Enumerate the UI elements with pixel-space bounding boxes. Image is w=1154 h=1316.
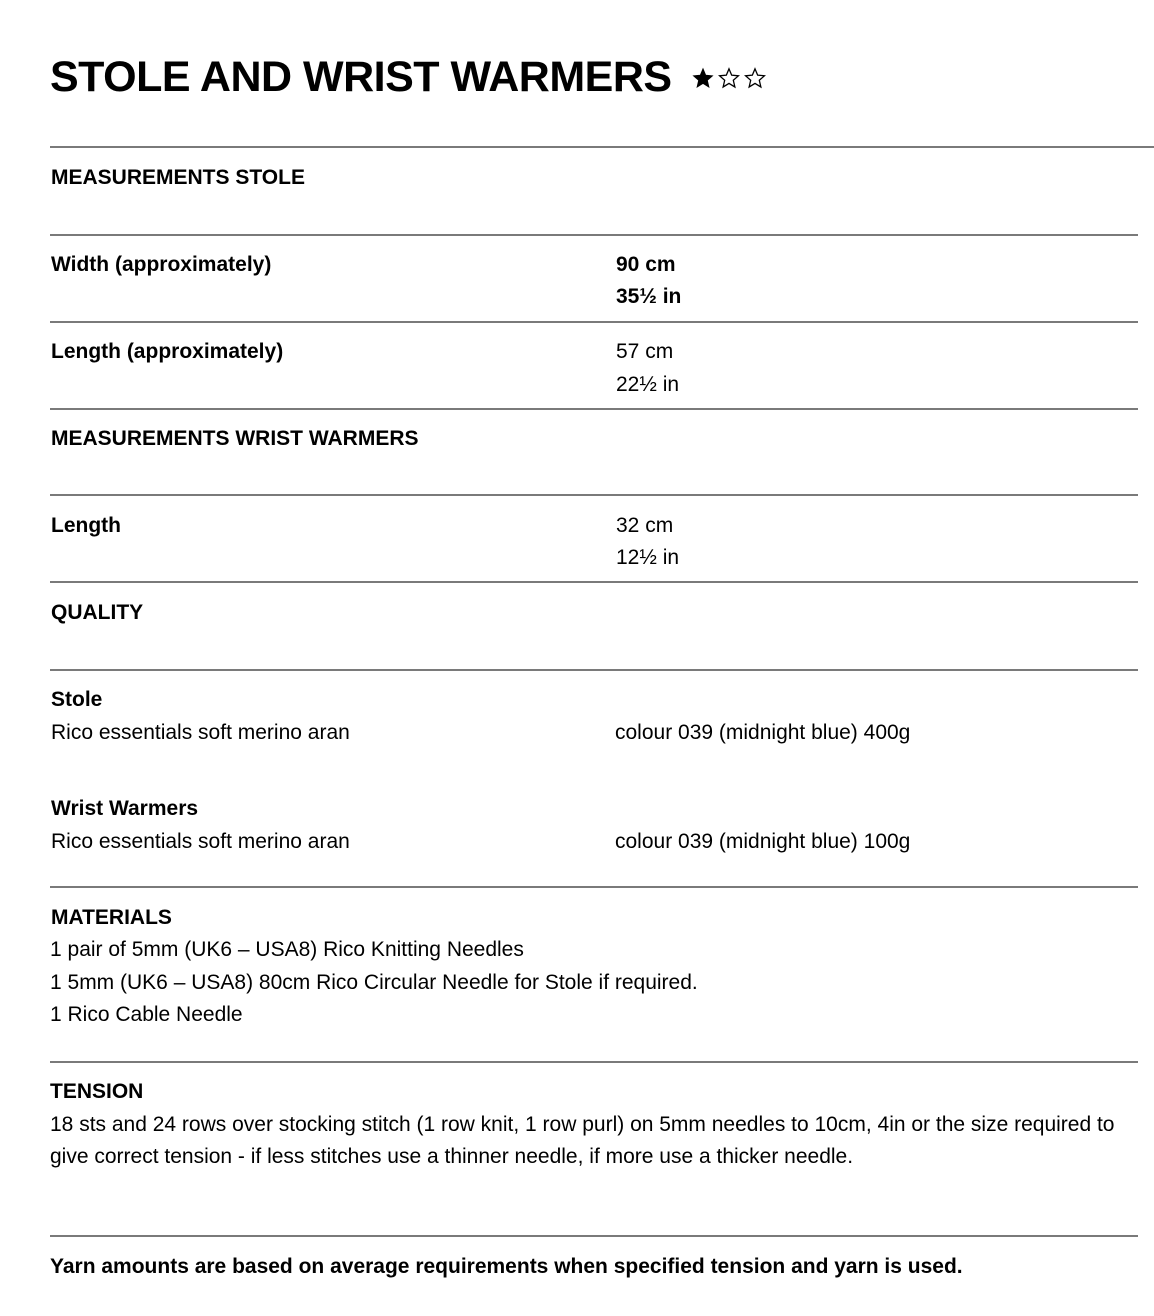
- section-heading-measurements-stole: MEASUREMENTS STOLE: [51, 166, 305, 189]
- measurement-metric: 57 cm: [616, 340, 674, 363]
- measurement-metric: 32 cm: [616, 514, 674, 537]
- divider: [50, 581, 1138, 583]
- quality-item-colour: colour 039 (midnight blue) 400g: [615, 721, 911, 744]
- star-empty-icon: [718, 67, 740, 89]
- measurement-metric: 90 cm: [616, 253, 676, 276]
- divider: [50, 234, 1138, 236]
- divider: [50, 669, 1138, 671]
- divider: [50, 146, 1154, 148]
- quality-item-name: Wrist Warmers: [51, 797, 199, 820]
- measurement-imperial: 22½ in: [616, 373, 680, 396]
- quality-item-name: Stole: [51, 688, 103, 711]
- quality-item-colour: colour 039 (midnight blue) 100g: [615, 830, 911, 853]
- materials-item: 1 Rico Cable Needle: [50, 1003, 243, 1026]
- measurement-imperial: 12½ in: [616, 546, 680, 569]
- section-heading-quality: QUALITY: [51, 601, 144, 624]
- section-heading-tension: TENSION: [50, 1080, 144, 1103]
- quality-item-yarn: Rico essentials soft merino aran: [51, 830, 350, 853]
- quality-item-yarn: Rico essentials soft merino aran: [51, 721, 350, 744]
- measurement-label: Length: [51, 514, 121, 537]
- materials-item: 1 5mm (UK6 – USA8) 80cm Rico Circular Needle for Stole if required.: [50, 971, 698, 994]
- divider: [50, 494, 1138, 496]
- measurement-label: Width (approximately): [51, 253, 272, 276]
- tension-text: 18 sts and 24 rows over stocking stitch (1 row knit, 1 row purl) on 5mm needles to 10cm, 4in or the size required to give correct tension - if less stitches use a thinner needle, if more use a thicker needle.: [50, 1113, 1115, 1168]
- divider: [50, 408, 1138, 410]
- divider: [50, 886, 1138, 888]
- title-row: [50, 52, 766, 102]
- divider: [50, 1235, 1138, 1237]
- section-heading-materials: MATERIALS: [51, 906, 172, 929]
- difficulty-rating: [692, 67, 766, 89]
- measurement-label: Length (approximately): [51, 340, 284, 363]
- star-filled-icon: [692, 67, 714, 89]
- star-empty-icon: [744, 67, 766, 89]
- measurement-imperial: 35½ in: [616, 285, 682, 308]
- divider: [50, 321, 1138, 323]
- divider: [50, 1061, 1138, 1063]
- section-heading-measurements-wrist-warmers: MEASUREMENTS WRIST WARMERS: [51, 427, 419, 450]
- page-title: STOLE AND WRIST WARMERS: [50, 53, 672, 101]
- materials-item: 1 pair of 5mm (UK6 – USA8) Rico Knitting Needles: [50, 938, 524, 961]
- footer-note: Yarn amounts are based on average requirements when specified tension and yarn is used.: [50, 1255, 963, 1278]
